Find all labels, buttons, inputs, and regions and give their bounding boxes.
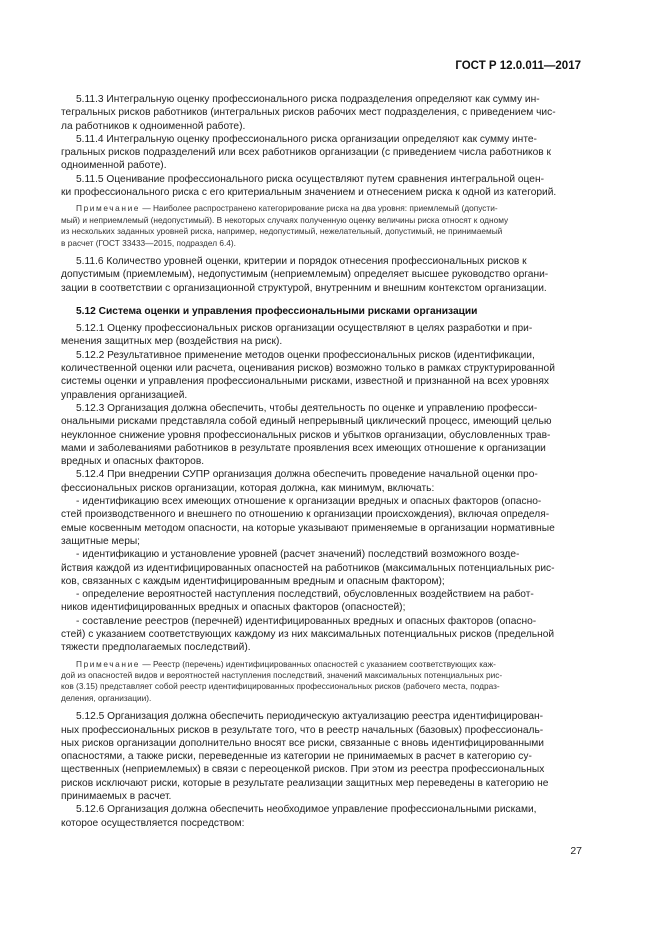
- section-heading-5-12: 5.12 Система оценки и управления профессиональными рисками организации: [76, 305, 478, 317]
- paragraph-5-12-5: 5.12.5 Организация должна обеспечить периодическую актуализацию реестра идентифицирован- ных профессиональных рисков в результате того, что в реестр начальных (базовых) профессиональ- ных рисков организации дополнительно вносят все риски, связанные с вновь идентифицированными опасностями, а также риски, переведенные из категории не принимаемых в расчет в категорию су- щественных (неприемлемых) в связи с переоценкой рисков. При этом из реестра профессиональных рисков исключают риски, которые в результате реализации защитных мер переведены в категорию не принимаемых в расчет.: [61, 711, 549, 803]
- paragraph-5-12-1: 5.12.1 Оценку профессиональных рисков организации осуществляют в целях разработки и при- менения защитных мер (воздействия на риск).: [61, 323, 533, 348]
- paragraph-5-11-4: 5.11.4 Интегральную оценку профессионального риска организации определяют как сумму инте- гральных рисков подразделений или всех работников организации (с приведением числа работников к одноименной работе).: [61, 133, 551, 172]
- paragraph-5-11-6: 5.11.6 Количество уровней оценки, критерии и порядок отнесения профессиональных рисков к допустимым (приемлемым), недопустимым (неприемлемым) определяет высшее руководство органи- зации в соответствии с организационной структурой, внутренним и внешним контекстом организации.: [61, 256, 549, 294]
- note-label: Примечание: [76, 658, 141, 669]
- paragraph-5-12-6: 5.12.6 Организация должна обеспечить необходимое управление профессиональными рисками, которое осуществляется посредством:: [61, 804, 537, 829]
- paragraph-5-12-4: 5.12.4 При внедрении СУПР организация должна обеспечить проведение начальной оценки про- фессиональных рисков организации, которая должна, как минимум, включать:: [61, 469, 538, 494]
- paragraph-5-11-5: 5.11.5 Оценивание профессионального риска осуществляют путем сравнения интегральной оцен- ки профессионального риска с его критериальным значением и отнесением риска к одной из категорий.: [61, 173, 557, 199]
- list-item: - определение вероятностей наступления последствий, обусловленных воздействием на работ- ников идентифицированных вредных и опасных факторов (опасностей);: [61, 589, 534, 614]
- note-1: [61, 203, 581, 249]
- note-label: Примечание: [76, 203, 141, 214]
- page-body: [61, 93, 581, 830]
- note-2: [61, 659, 581, 705]
- note-text: — Реестр (перечень) идентифицированных опасностей с указанием соответствующих каж- дой из опасностей видов и вероятностей наступления последствий, значений максимальных потенциальных рис- ков (3.15) представляет собой реестр идентифицированных профессиональных рисков (рабочего места, подраз- деления, организации).: [61, 658, 503, 703]
- list-item: - идентификацию и установление уровней (расчет значений) последствий возможного возде- йствия каждой из идентифицированных опасностей на работников (максимальных потенциальных рис- ков, связанных с каждым идентифицированным вредным и опасным фактором);: [61, 549, 555, 587]
- paragraph-5-11-3: 5.11.3 Интегральную оценку профессионального риска подразделения определяют как сумму ин- тегральных рисков работников (интегральных рисков рабочих мест подразделения, с приведением чис- ла работников к одноименной работе).: [61, 94, 556, 132]
- page-number: 27: [570, 845, 582, 857]
- document-header: ГОСТ Р 12.0.011—2017: [455, 60, 581, 72]
- paragraph-5-12-3: 5.12.3 Организация должна обеспечить, чтобы деятельность по оценке и управлению професси- ональными рисками представляла собой единый непрерывный циклический процесс, имеющий целью неуклонное снижение уровня профессиональных рисков и убытков организации, обусловленных трав- мами и заболеваниями работников в результате проявления всех имеющих отношение к организации вредных и опасных факторов.: [61, 402, 552, 468]
- note-text: — Наиболее распространено категорирование риска на два уровня: приемлемый (допусти- мый) и неприемлемый (недопустимый). В некоторых случаях полученную оценку величины риска относят к одному из нескольких заданных уровней риска, например, недопустимый, нежелательный, допустимый, не принимаемый в расчет (ГОСТ 33433—2015, подраздел 6.4).: [61, 203, 509, 248]
- list-item: - идентификацию всех имеющих отношение к организации вредных и опасных факторов (опасно- стей производственного и внешнего по отношению к организации происхождения), включая определя- емые косвенным методом опасности, на которые указывают применяемые в организации нормативные защитные меры;: [61, 496, 555, 547]
- list-item: - составление реестров (перечней) идентифицированных вредных и опасных факторов (опасно- стей) с указанием соответствующих каждому из них максимальных потенциальных рисков (предельной тяжести предполагаемых последствий).: [61, 615, 555, 654]
- paragraph-5-12-2: 5.12.2 Результативное применение методов оценки профессиональных рисков (идентификации, количественной оценки или расчета, оценивания рисков) возможно только в рамках структурированной системы оценки и управления профессиональными рисками, известной и признанной на всех уровнях управления организацией.: [61, 349, 555, 401]
